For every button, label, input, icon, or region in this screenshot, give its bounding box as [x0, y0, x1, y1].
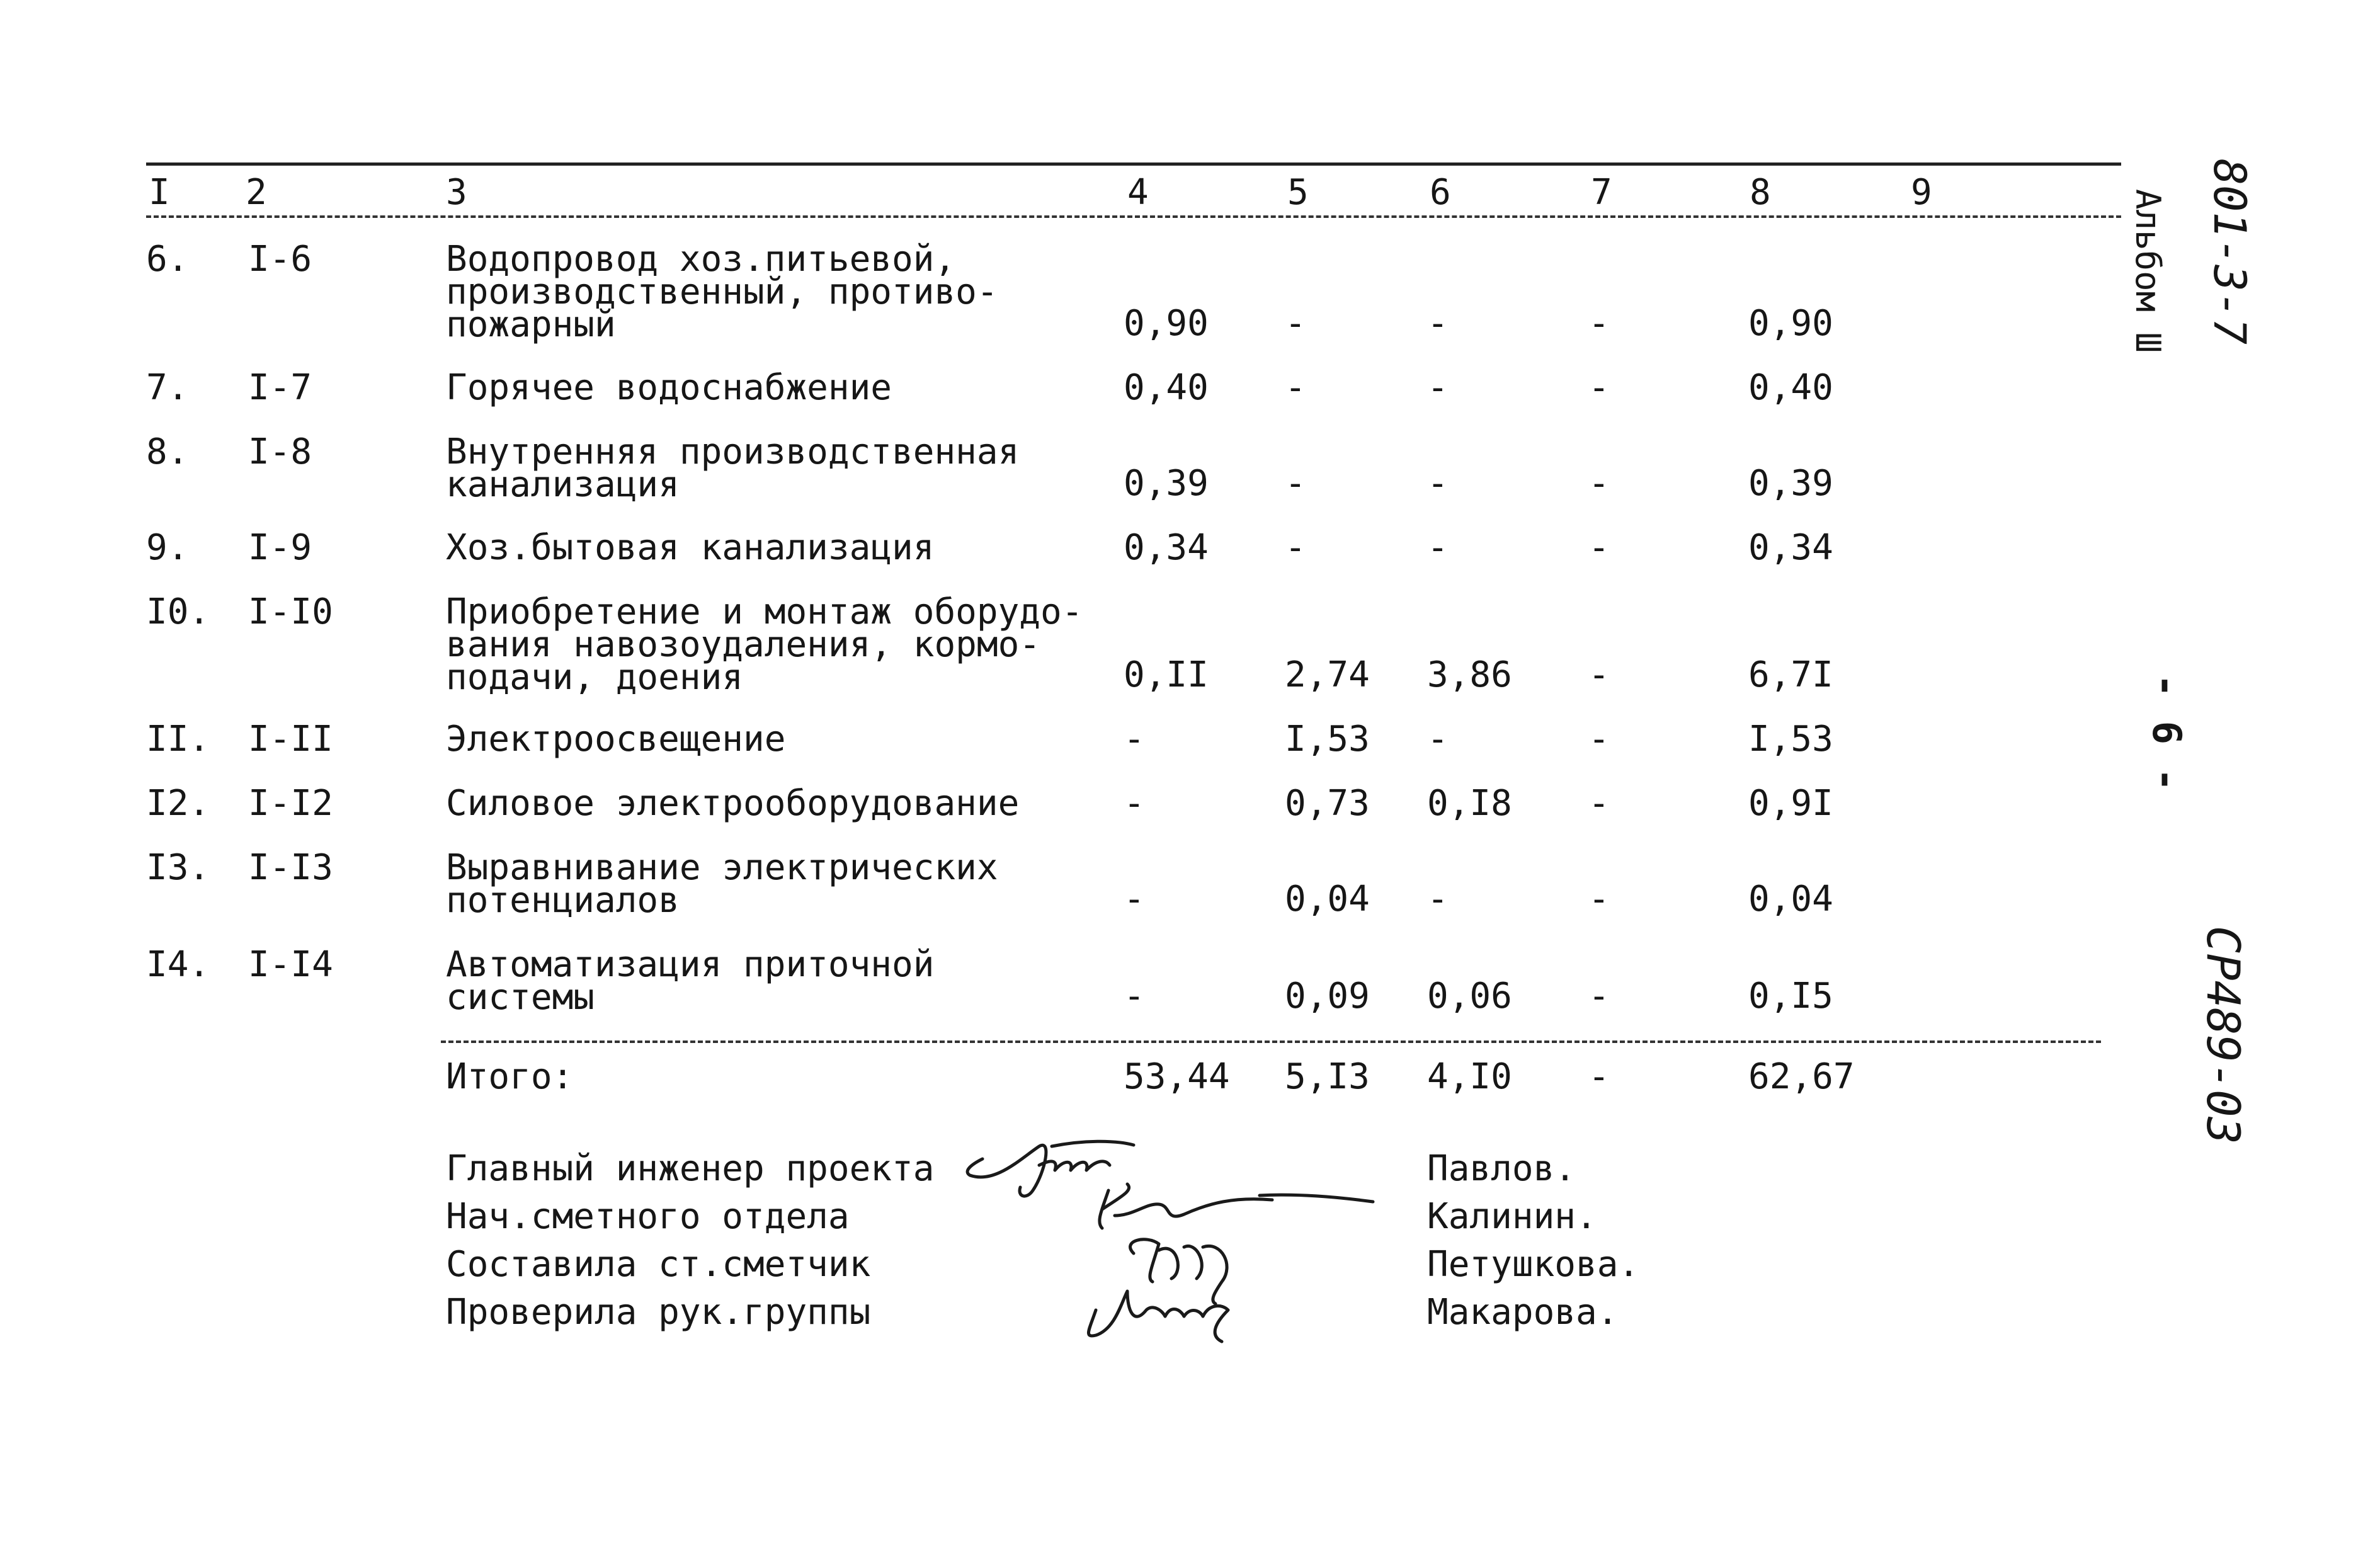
row-name — [446, 591, 1083, 698]
row-name — [446, 783, 1020, 824]
handwritten-signatures — [945, 1121, 1423, 1348]
row-name — [446, 527, 935, 568]
row-name — [446, 719, 786, 760]
cell-col8: 0,39 — [1748, 463, 1833, 504]
cell-col5: - — [1285, 527, 1306, 568]
total-col7: - — [1588, 1056, 1610, 1097]
cell-col7: - — [1588, 463, 1610, 504]
document-code: СР489-03 — [2197, 926, 2250, 1144]
total-rule — [441, 1040, 2101, 1043]
signature-role: Нач.сметного отдела — [446, 1196, 850, 1237]
signature-role: Проверила рук.группы — [446, 1292, 871, 1333]
column-header-4: 4 — [1127, 172, 1149, 213]
row-code: I-II — [248, 719, 333, 760]
total-label: Итого: — [446, 1056, 574, 1097]
row-number: 8. — [146, 431, 189, 472]
row-name-line: потенциалов — [446, 880, 680, 921]
total-col6: 4,I0 — [1427, 1056, 1512, 1097]
cell-col7: - — [1588, 879, 1610, 920]
cell-col5: - — [1285, 303, 1306, 344]
cell-col8: 6,7I — [1748, 654, 1833, 695]
row-code: I-I0 — [248, 591, 333, 632]
cell-col7: - — [1588, 367, 1610, 408]
row-number: 7. — [146, 367, 189, 408]
cell-col7: - — [1588, 527, 1610, 568]
column-header-9: 9 — [1911, 172, 1932, 213]
row-name — [446, 847, 998, 921]
column-header-3: 3 — [446, 172, 467, 213]
row-number: II. — [146, 719, 210, 760]
row-number: 9. — [146, 527, 189, 568]
cell-col6: - — [1427, 303, 1449, 344]
cell-col7: - — [1588, 303, 1610, 344]
signature-name: Макарова. — [1427, 1292, 1619, 1333]
row-name-line: Электроосвещение — [446, 719, 786, 760]
cell-col6: - — [1427, 527, 1449, 568]
signature-role: Главный инженер проекта — [446, 1148, 935, 1189]
cell-col8: 0,I5 — [1748, 976, 1833, 1017]
row-number: 6. — [146, 239, 189, 280]
row-name — [446, 367, 892, 408]
row-code: I-I4 — [248, 944, 333, 985]
column-header-2: 2 — [246, 172, 267, 213]
row-name-line: Выравнивание электрических — [446, 847, 998, 888]
row-name-line: Приобретение и монтаж оборудо- — [446, 591, 1083, 632]
cell-col5: 0,09 — [1285, 976, 1370, 1017]
row-name — [446, 431, 1020, 505]
row-name-line: Хоз.бытовая канализация — [446, 527, 935, 568]
row-code: I-8 — [248, 431, 312, 472]
row-name — [446, 239, 998, 345]
row-name-line: системы — [446, 977, 595, 1018]
cell-col4: 0,40 — [1124, 367, 1209, 408]
total-col8: 62,67 — [1748, 1056, 1855, 1097]
album-label: Альбом Ш — [2128, 189, 2168, 353]
row-name — [446, 944, 935, 1018]
row-name-line: подачи, доения — [446, 657, 744, 698]
cell-col6: - — [1427, 367, 1449, 408]
column-header-5: 5 — [1287, 172, 1309, 213]
row-name-line: Силовое электрооборудование — [446, 783, 1020, 824]
row-number: I4. — [146, 944, 210, 985]
signature-name: Петушкова. — [1427, 1244, 1640, 1285]
column-header-6: 6 — [1430, 172, 1451, 213]
row-code: I-6 — [248, 239, 312, 280]
row-name-line: пожарный — [446, 304, 616, 345]
row-code: I-9 — [248, 527, 312, 568]
cell-col8: 0,34 — [1748, 527, 1833, 568]
cell-col6: - — [1427, 463, 1449, 504]
cell-col4: - — [1124, 879, 1145, 920]
row-name-line: Горячее водоснабжение — [446, 367, 892, 408]
total-col4: 53,44 — [1124, 1056, 1230, 1097]
cell-col7: - — [1588, 783, 1610, 824]
cell-col8: I,53 — [1748, 719, 1833, 760]
cell-col7: - — [1588, 976, 1610, 1017]
cell-col4: 0,39 — [1124, 463, 1209, 504]
row-name-line: Водопровод хоз.питьевой, — [446, 239, 956, 280]
row-name-line: вания навозоудаления, кормо- — [446, 624, 1041, 665]
cell-col4: 0,90 — [1124, 303, 1209, 344]
cell-col6: 0,I8 — [1427, 783, 1512, 824]
cell-col5: - — [1285, 367, 1306, 408]
cell-col5: 0,73 — [1285, 783, 1370, 824]
cell-col5: 0,04 — [1285, 879, 1370, 920]
signature-role: Составила ст.сметчик — [446, 1244, 871, 1285]
cell-col7: - — [1588, 654, 1610, 695]
project-code: 801-3-7 — [2204, 159, 2255, 345]
cell-col8: 0,9I — [1748, 783, 1833, 824]
cell-col5: I,53 — [1285, 719, 1370, 760]
row-name-line: Автоматизация приточной — [446, 944, 935, 985]
header-rule — [146, 215, 2121, 218]
signature-name: Павлов. — [1427, 1148, 1576, 1189]
cell-col6: 0,06 — [1427, 976, 1512, 1017]
cell-col8: 0,90 — [1748, 303, 1833, 344]
row-number: I2. — [146, 783, 210, 824]
cell-col4: - — [1124, 976, 1145, 1017]
row-name-line: канализация — [446, 464, 680, 505]
row-code: I-I3 — [248, 847, 333, 888]
cell-col8: 0,40 — [1748, 367, 1833, 408]
cell-col6: - — [1427, 719, 1449, 760]
row-name-line: производственный, противо- — [446, 271, 998, 312]
cell-col7: - — [1588, 719, 1610, 760]
cell-col5: 2,74 — [1285, 654, 1370, 695]
row-code: I-I2 — [248, 783, 333, 824]
cell-col8: 0,04 — [1748, 879, 1833, 920]
cell-col6: 3,86 — [1427, 654, 1512, 695]
cell-col5: - — [1285, 463, 1306, 504]
row-name-line: Внутренняя производственная — [446, 431, 1020, 472]
row-code: I-7 — [248, 367, 312, 408]
page-number: - 6 - — [2144, 674, 2190, 792]
column-header-8: 8 — [1750, 172, 1771, 213]
total-col5: 5,I3 — [1285, 1056, 1370, 1097]
signature-makarova — [1088, 1291, 1228, 1342]
cell-col4: 0,34 — [1124, 527, 1209, 568]
signature-name: Калинин. — [1427, 1196, 1597, 1237]
signature-pavlov — [967, 1141, 1134, 1196]
row-number: I3. — [146, 847, 210, 888]
cell-col4: 0,II — [1124, 654, 1209, 695]
cell-col6: - — [1427, 879, 1449, 920]
cell-col4: - — [1124, 783, 1145, 824]
column-header-1: I — [149, 172, 170, 213]
row-number: I0. — [146, 591, 210, 632]
cell-col4: - — [1124, 719, 1145, 760]
column-header-7: 7 — [1591, 172, 1612, 213]
signature-petushkova — [1130, 1240, 1227, 1304]
signature-kalinin — [1100, 1184, 1373, 1228]
top-rule — [146, 162, 2121, 166]
